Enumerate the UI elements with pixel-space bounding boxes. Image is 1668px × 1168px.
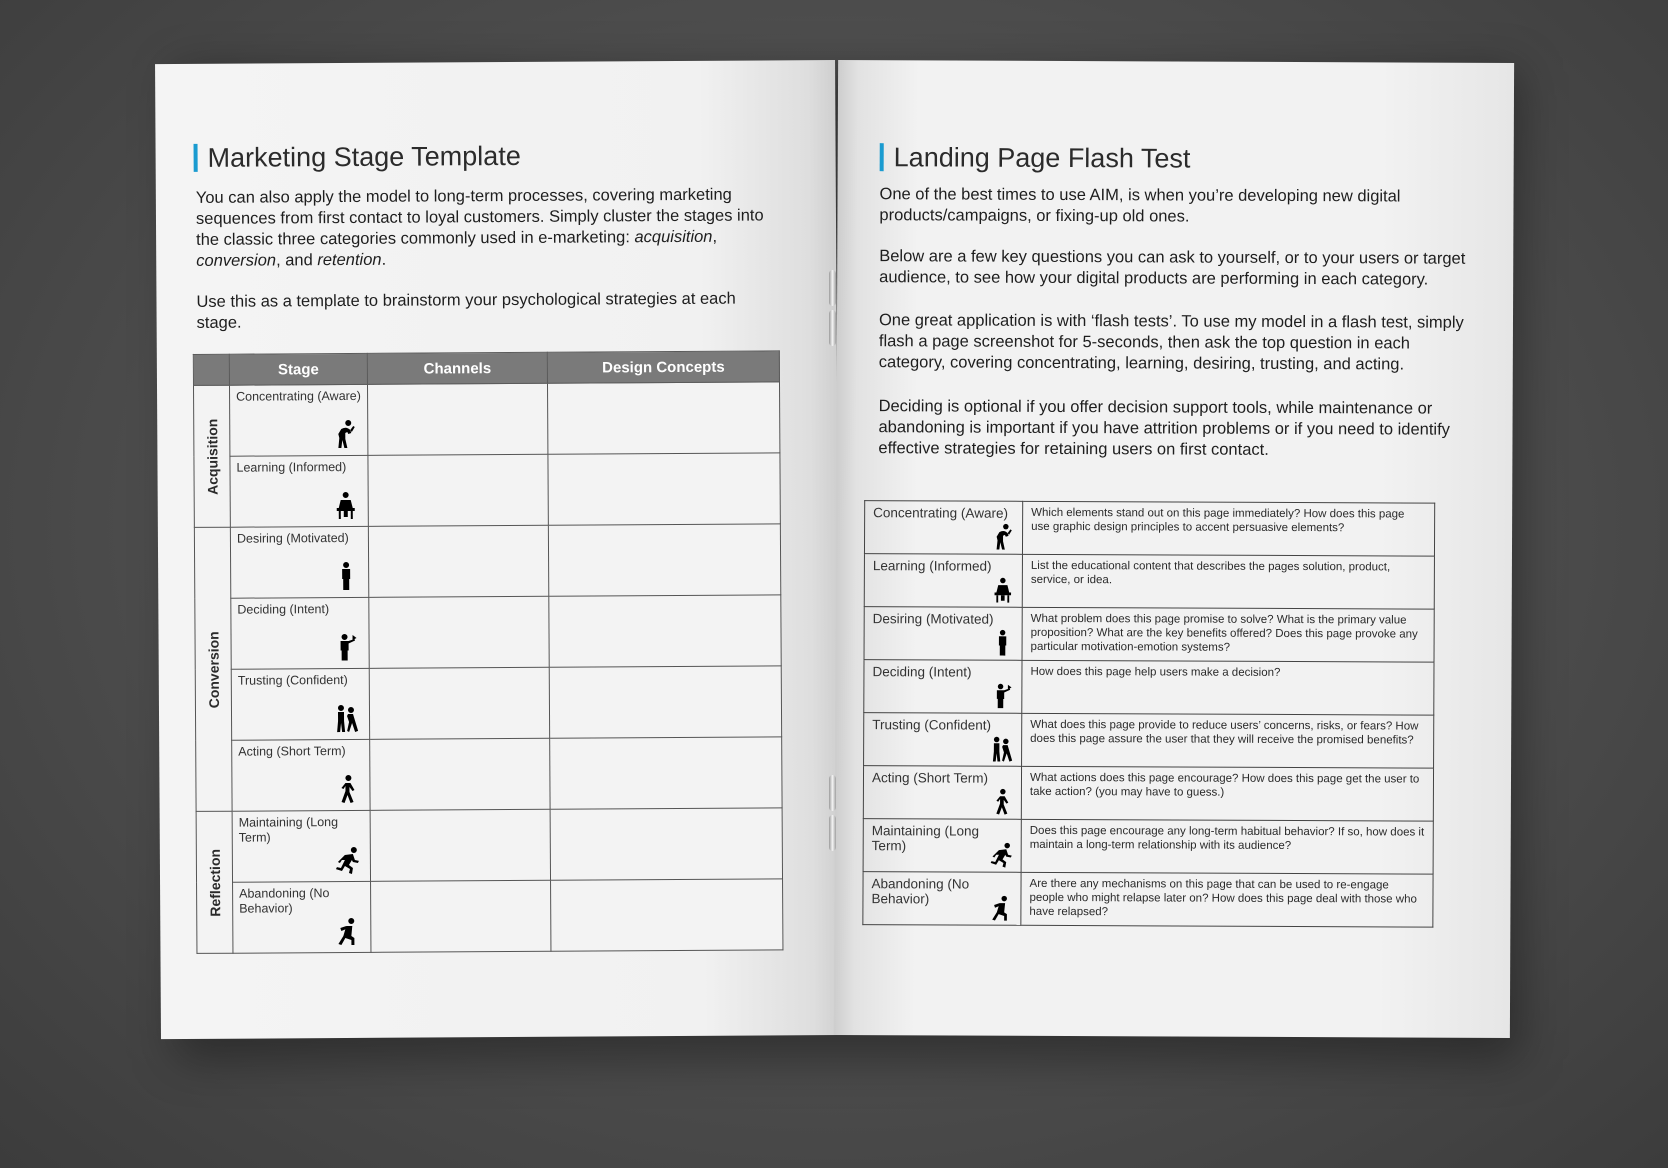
left-usage-paragraph: Use this as a template to brainstorm your psychological strategies at each stage.	[196, 289, 736, 332]
flash-question: What problem does this page promise to solve? What is the primary value proposition? What are the key benefits offered? Does this page provoke any particular motivation-emotion systems?	[1030, 612, 1418, 654]
stage-cell	[231, 668, 369, 740]
marketing-stage-table	[193, 350, 784, 954]
staple	[829, 815, 836, 851]
table-row	[863, 872, 1433, 927]
stage-cell	[230, 455, 368, 527]
flash-question-cell	[1022, 713, 1434, 768]
left-intro-paragraph: You can also apply the model to long-term processes, covering marketing sequences from first contact to loyal customers. Simply cluster the stages into the classic three categories commonly used in e-marketing: acquisition, conversion, and retention.	[195, 185, 764, 270]
table-row	[196, 808, 782, 883]
table-header-blank	[193, 354, 229, 385]
flash-stage-cell	[864, 660, 1022, 714]
stage-name: Trusting (Confident)	[237, 672, 348, 688]
table-header-design-concepts: Design Concepts	[547, 351, 779, 383]
stage-name: Abandoning (No Behavior)	[239, 886, 330, 916]
table-row	[863, 819, 1433, 874]
stage-group-label: Acquisition	[203, 418, 221, 495]
stage-group-label: Conversion	[204, 630, 222, 708]
flash-stage-cell	[863, 819, 1021, 873]
right-paragraph-1: One of the best times to use AIM, is when you’re developing new digital products/campaigns, or fixing-up old ones.	[879, 185, 1401, 226]
running-person-icon	[991, 841, 1013, 869]
left-page-title: Marketing Stage Template	[194, 142, 521, 172]
left-page	[155, 60, 841, 1039]
two-people-icon	[335, 703, 359, 733]
channels-cell	[371, 880, 551, 952]
stage-name: Trusting (Confident)	[872, 717, 992, 733]
right-page	[834, 60, 1514, 1038]
stage-name: Concentrating (Aware)	[873, 505, 1009, 521]
flash-question: What actions does this page encourage? How does this page get the user to take action? (you may have to guess.)	[1029, 771, 1420, 799]
stage-cell	[232, 739, 370, 811]
channels-cell	[369, 596, 549, 668]
channels-cell	[367, 383, 547, 455]
flash-stage-cell	[864, 554, 1022, 608]
table-row	[864, 554, 1434, 609]
channels-cell	[368, 525, 548, 597]
table-row	[194, 524, 780, 599]
channels-cell	[369, 667, 549, 739]
right-paragraph-2: Below are a few key questions you can ask to yourself, or to your users or target audience, to see how your digital products are performing in each category.	[879, 247, 1466, 289]
design-concepts-cell	[548, 524, 780, 596]
stage-name: Acting (Short Term)	[238, 744, 346, 759]
walking-person-icon	[991, 788, 1013, 816]
staple	[829, 775, 836, 811]
table-row	[195, 595, 781, 670]
sitting-person-icon	[990, 894, 1012, 922]
flash-stage-cell	[863, 766, 1021, 820]
stage-group-label: Reflection	[206, 848, 223, 917]
stage-cell	[229, 384, 367, 456]
design-concepts-cell	[549, 595, 781, 667]
flash-question: What does this page provide to reduce users’ concerns, risks, or fears? How does this page assure the user that they will receive the promised benefits?	[1030, 718, 1419, 747]
flash-stage-cell	[864, 501, 1022, 555]
flash-question: How does this page help users make a decision?	[1030, 665, 1281, 679]
walking-person-icon	[335, 774, 359, 804]
design-concepts-cell	[550, 737, 782, 809]
stage-name: Desiring (Motivated)	[236, 530, 349, 546]
flash-stage-cell	[864, 713, 1022, 767]
stage-name: Concentrating (Aware)	[236, 388, 361, 404]
stage-name: Learning (Informed)	[236, 460, 347, 475]
flash-test-table	[862, 500, 1435, 927]
stage-name: Desiring (Motivated)	[872, 611, 994, 627]
table-header-stage: Stage	[229, 353, 367, 385]
flash-question-cell	[1022, 660, 1434, 715]
flash-question-cell	[1022, 501, 1434, 556]
table-row	[194, 453, 780, 528]
stage-name: Deciding (Intent)	[872, 664, 972, 680]
flash-question-cell	[1021, 872, 1433, 927]
design-concepts-cell	[551, 879, 783, 951]
stage-name: Deciding (Intent)	[237, 602, 330, 617]
right-paragraph-4: Deciding is optional if you offer decision support tools, while maintenance or abandoning is important if you have attrition problems or if you need to identify effective strategies for retaining users on first contact.	[878, 397, 1450, 459]
table-row	[864, 607, 1434, 662]
table-header-channels: Channels	[367, 352, 547, 384]
table-row	[197, 879, 783, 954]
flash-stage-cell	[863, 872, 1021, 926]
table-row	[193, 382, 779, 457]
channels-cell	[368, 454, 548, 526]
stage-group-cell	[196, 811, 233, 953]
design-concepts-cell	[547, 382, 779, 454]
design-concepts-cell	[550, 808, 782, 880]
reading-person-icon	[334, 490, 358, 520]
flash-stage-cell	[864, 607, 1022, 661]
design-concepts-cell	[549, 666, 781, 738]
standing-person-icon	[992, 629, 1014, 657]
table-row	[195, 666, 781, 741]
stage-name: Learning (Informed)	[872, 558, 992, 574]
pointing-person-icon	[991, 682, 1013, 710]
stage-cell	[233, 881, 371, 953]
thinking-person-icon	[992, 523, 1014, 551]
flash-question: List the educational content that describes the pages solution, product, service, or idea.	[1030, 559, 1391, 587]
stage-cell	[230, 526, 368, 598]
reading-person-icon	[992, 576, 1014, 604]
table-row	[196, 737, 782, 812]
design-concepts-cell	[548, 453, 780, 525]
stage-name: Abandoning (No Behavior)	[871, 876, 970, 907]
stage-cell	[232, 810, 370, 882]
sitting-person-icon	[336, 916, 360, 946]
stage-name: Maintaining (Long Term)	[238, 815, 339, 845]
thinking-person-icon	[333, 419, 357, 449]
stage-group-cell	[194, 527, 232, 811]
table-row	[863, 766, 1433, 821]
table-row	[864, 713, 1434, 768]
stage-name: Acting (Short Term)	[871, 770, 989, 786]
channels-cell	[370, 738, 550, 810]
staple	[829, 270, 836, 306]
running-person-icon	[336, 845, 360, 875]
flash-question-cell	[1021, 766, 1433, 821]
flash-question-cell	[1022, 554, 1434, 609]
standing-person-icon	[334, 561, 358, 591]
right-paragraph-3: One great application is with ‘flash tests’. To use my model in a flash test, simply flash a page screenshot for 5-seconds, then ask the top question in each category, covering concentrating, learning, desiring, trusting, and acting.	[878, 311, 1464, 374]
flash-question-cell	[1021, 819, 1433, 874]
staple	[829, 310, 836, 346]
right-page-title: Landing Page Flash Test	[880, 143, 1191, 172]
flash-question: Which elements stand out on this page immediately? How does this page use graphic design principles to accent persuasive elements?	[1031, 506, 1405, 535]
flash-question: Does this page encourage any long-term habitual behavior? If so, how does it maintain a long-term relationship with its audience?	[1029, 824, 1425, 852]
channels-cell	[370, 809, 550, 881]
stage-cell	[231, 597, 369, 669]
table-row	[864, 660, 1434, 715]
two-people-icon	[991, 735, 1013, 763]
table-row	[864, 501, 1434, 556]
stage-name: Maintaining (Long Term)	[871, 823, 980, 854]
flash-question: Are there any mechanisms on this page that can be used to re-engage people who might relapse later on? How does this page deal with those who have relapsed?	[1029, 877, 1417, 919]
pointing-person-icon	[335, 632, 359, 662]
stage-group-cell	[193, 385, 230, 527]
flash-question-cell	[1022, 607, 1434, 662]
